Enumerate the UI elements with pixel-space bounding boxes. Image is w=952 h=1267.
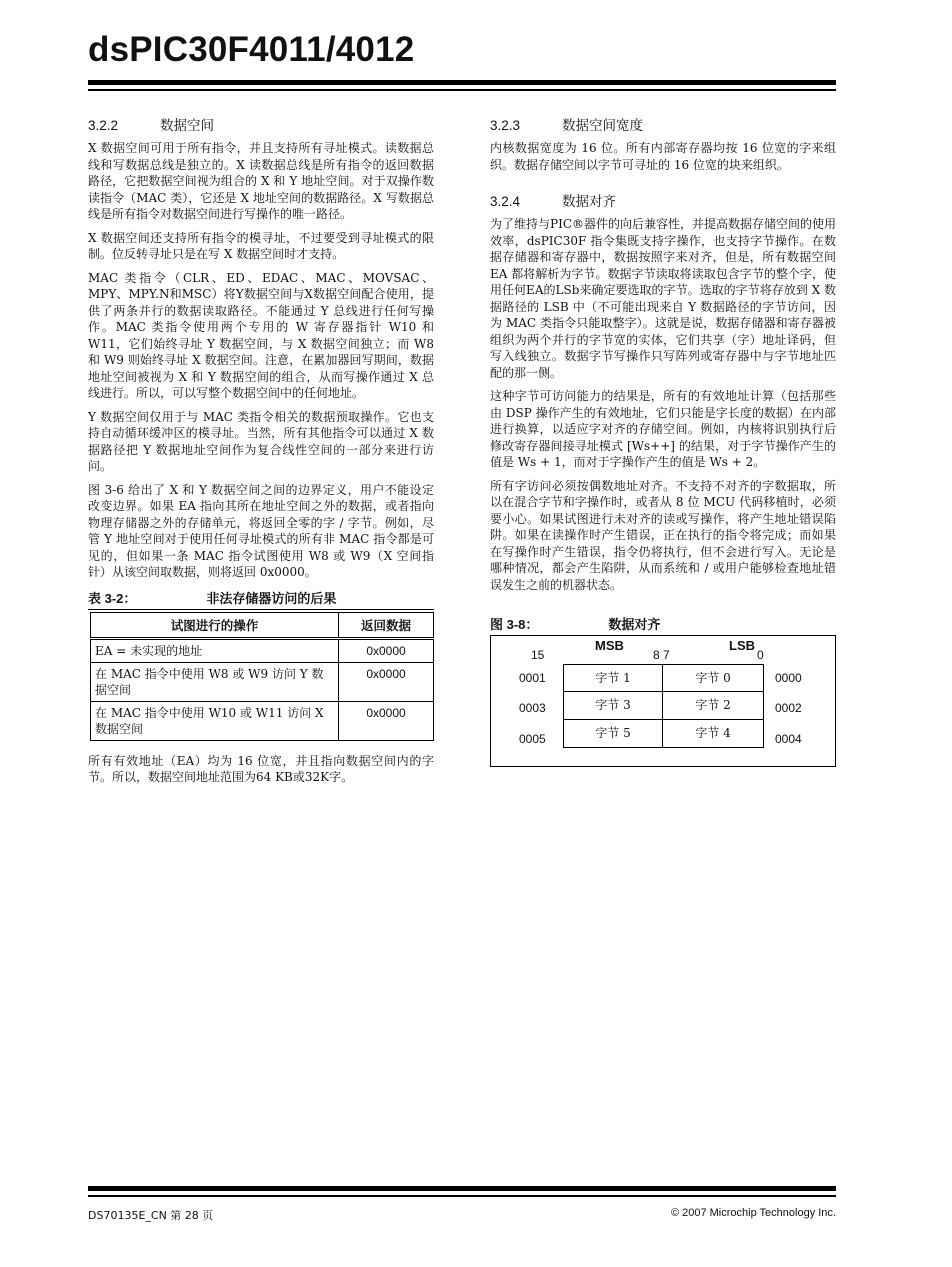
byte-grid (563, 664, 765, 748)
odd-address-label: 0003 (519, 701, 546, 715)
header-rule-thick (88, 80, 836, 85)
table-cell: 0x0000 (339, 638, 434, 662)
left-column (88, 114, 434, 793)
footer-right: © 2007 Microchip Technology Inc. (670, 1207, 836, 1219)
figure-title: 数据对齐 (608, 617, 661, 632)
bit-15-label: 15 (531, 648, 545, 662)
table-label: 表 3-2： (88, 590, 137, 606)
footer-left: DS70135E_CN 第 28 页 (88, 1209, 214, 1222)
even-address-label: 0002 (775, 701, 802, 715)
table-caption (88, 588, 434, 610)
paragraph: 这种字节可访问能力的结果是，所有的有效地址计算（包括那些由 DSP 操作产生的有效地址，它们只能是字长度的数据）在内部进行换算，以适应字对齐的存储空间。例如，内核将识别执行后修改寄存器间接寻址模式 [Ws++] 的结果，对于字节操作产生的值是 Ws + 1，而对于字操作产生的值是 Ws + 2。 (490, 389, 836, 469)
footer-rule-thin (88, 1195, 836, 1197)
table-cell: 在 MAC 指令中使用 W8 或 W9 访问 Y 数据空间 (91, 662, 339, 701)
paragraph: Y 数据空间仅用于与 MAC 类指令相关的数据预取操作。它也支持自动循环缓冲区的模寻址。当然，所有其他指令可以通过 X 数据路径把 Y 数据地址空间作为复合线性空间的一部分来进行访问。 (88, 409, 434, 473)
illegal-access-table (90, 612, 434, 741)
table-row (91, 701, 434, 740)
section-heading-3-2-2 (88, 114, 434, 134)
paragraph: 所有字访问必须按偶数地址对齐。不支持不对齐的字数据取，所以在混合字节和字操作时，或者从 8 位 MCU 代码移植时，必须要小心。如果试图进行未对齐的读或写操作，将产生地址错误陷阱。如果在读操作时产生错误，正在执行的指令将完成；而如果在写操作时产生错误，指令仍将执行，但不会进行写入。无论是哪种情况，都会产生陷阱，从而系统和 / 或用户能够检查地址错误发生之前的机器状态。 (490, 478, 836, 592)
even-address-label: 0004 (775, 732, 802, 746)
bit-8-7-label: 8 7 (653, 648, 670, 662)
table-header: 试图进行的操作 (91, 612, 339, 638)
table-row (91, 662, 434, 701)
right-column (490, 114, 836, 767)
low-byte-cell: 字节 2 (663, 692, 764, 720)
paragraph: 为了维持与PIC®器件的向后兼容性，并提高数据存储空间的使用效率，dsPIC30F 指令集既支持字操作，也支持字节操作。在数据存储器和寄存器中，数据按照字来对齐，但是，所有数据空间 EA 都将解析为字节。数据字节读取将读取包含字节的整个字，使用任何EA的LSb来确定要选取的字节。选取的字节将存放到 X 数据路径的 LSB 中（不可能出现来自 Y 数据路径的字节访问，因为 MAC 类指令只能取整字）。这就是说，数据存储器和寄存器被组织为两个并行的字节宽的实体，它们共享（字）地址译码，但写入线独立。数据字节写操作只写阵列或寄存器中与字节地址匹配的那一侧。 (490, 217, 836, 380)
footer-rule-thick (88, 1186, 836, 1191)
paragraph: 内核数据宽度为 16 位。所有内部寄存器均按 16 位宽的字来组织。数据存储空间以字节可寻址的 16 位宽的块来组织。 (490, 141, 836, 172)
lsb-label: LSB (729, 638, 755, 653)
header-rule-thin (88, 89, 836, 91)
bit-0-label: 0 (757, 648, 764, 662)
table-cell: EA = 未实现的地址 (91, 638, 339, 662)
table-row (91, 638, 434, 662)
msb-label: MSB (595, 638, 624, 653)
high-byte-cell: 字节 3 (563, 692, 663, 720)
byte-row (563, 664, 765, 692)
section-number: 3.2.2 (88, 118, 119, 133)
low-byte-cell: 字节 4 (663, 720, 764, 748)
odd-address-label: 0001 (519, 671, 546, 685)
section-title: 数据对齐 (562, 194, 616, 210)
high-byte-cell: 字节 5 (563, 720, 663, 748)
table-header: 返回数据 (339, 612, 434, 638)
table-cell: 0x0000 (339, 701, 434, 740)
section-title: 数据空间 (160, 118, 214, 134)
paragraph: 图 3-6 给出了 X 和 Y 数据空间之间的边界定义，用户不能设定改变边界。如果 EA 指向其所在地址空间之外的数据，或者指向物理存储器之外的存储单元，将返回全零的字 / 字节。例如，尽管 Y 地址空间对于使用任何寻址模式的所有非 MAC 指令都是可见的，但如果一条 MAC 指令试图使用 W8 或 W9（X 空间指针）从该空间取数据，则将返回 0x0000。 (88, 482, 434, 579)
page-title: dsPIC30F4011/4012 (88, 30, 415, 69)
figure-caption (490, 614, 836, 636)
table-cell: 在 MAC 指令中使用 W10 或 W11 访问 X 数据空间 (91, 701, 339, 740)
section-number: 3.2.3 (490, 118, 521, 133)
paragraph: 所有有效地址（EA）均为 16 位宽，并且指向数据空间内的字节。所以，数据空间地址范围为64 KB或32K字。 (88, 753, 434, 784)
section-title: 数据空间宽度 (562, 118, 643, 134)
section-heading-3-2-3 (490, 114, 836, 134)
high-byte-cell: 字节 1 (563, 664, 663, 692)
table-title: 非法存储器访问的后果 (206, 590, 337, 606)
figure-label: 图 3-8： (490, 617, 539, 632)
table-cell: 0x0000 (339, 662, 434, 701)
data-alignment-figure (490, 636, 836, 767)
section-number: 3.2.4 (490, 194, 521, 209)
paragraph: MAC 类指令（CLR、ED、EDAC、MAC、MOVSAC、MPY、MPY.N和MSC）将Y数据空间与X数据空间配合使用，提供了两条并行的数据读取路径。不能通过 Y 总线进行任何写操作。MAC 类指令使用两个专用的 W 寄存器指针 W10 和 W11，它们始终寻址 Y 数据空间，与 X 数据空间独立；而 W8 和 W9 则始终寻址 X 数据空间。注意，在累加器回写期间，数据地址空间被视为 X 和 Y 数据空间的组合，从而写操作通过 X 总线进行。所以，可以写整个数据空间中的任何地址。 (88, 270, 434, 400)
paragraph: X 数据空间还支持所有指令的模寻址，不过要受到寻址模式的限制。位反转寻址只是在写 X 数据空间时才支持。 (88, 230, 434, 261)
odd-address-label: 0005 (519, 732, 546, 746)
byte-row (563, 720, 765, 748)
byte-row (563, 692, 765, 720)
low-byte-cell: 字节 0 (663, 664, 764, 692)
section-heading-3-2-4 (490, 190, 836, 210)
even-address-label: 0000 (775, 671, 802, 685)
paragraph: X 数据空间可用于所有指令，并且支持所有寻址模式。读数据总线和写数据总线是独立的。X 读数据总线是所有指令的返回数据路径，它把数据空间视为组合的 X 和 Y 地址空间。对于双操作数读指令（MAC 类），它还是 X 地址空间的数据路径。X 写数据总线是所有指令对数据空间进行写操作的唯一路径。 (88, 141, 434, 221)
